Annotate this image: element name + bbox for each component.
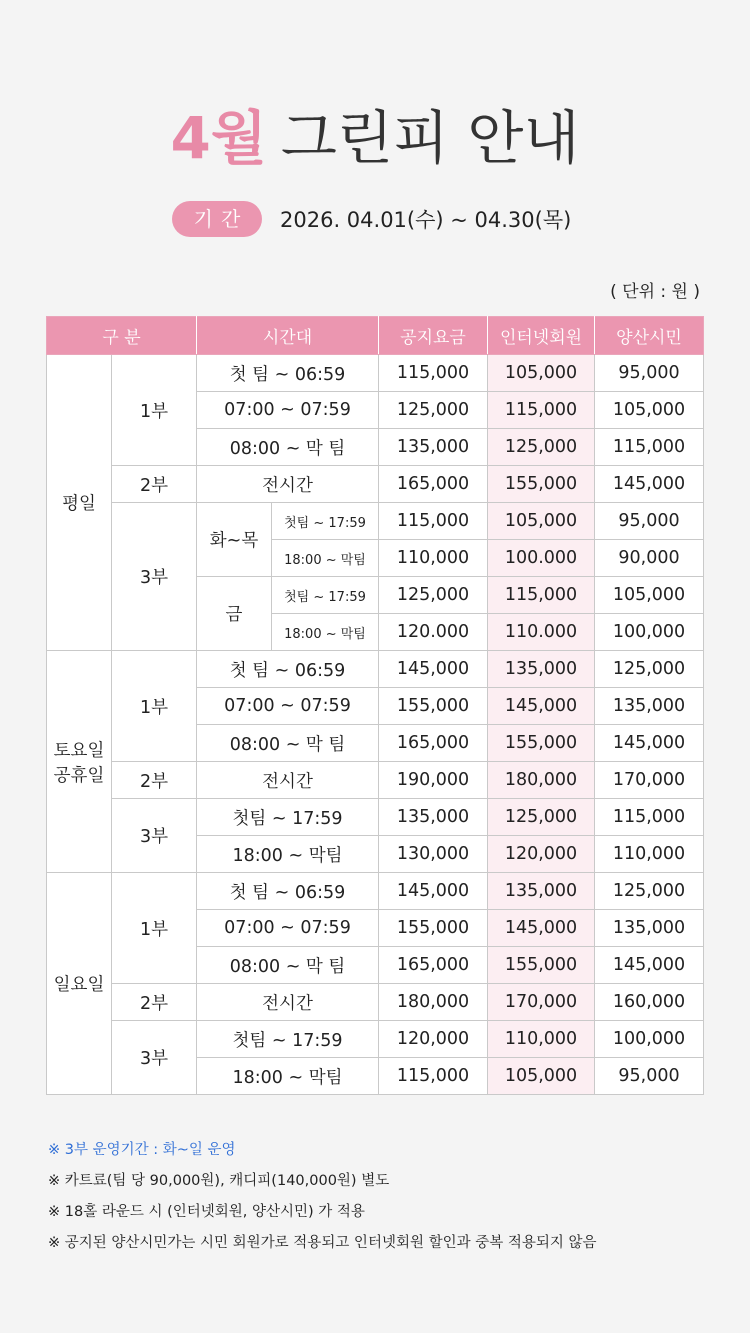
citizen-fee-cell: 145,000 <box>595 725 704 762</box>
title-month: 4월 <box>170 104 267 172</box>
time-cell: 첫 팀 ~ 06:59 <box>197 355 379 392</box>
time-cell: 08:00 ~ 막 팀 <box>197 725 379 762</box>
part2-label: 2부 <box>112 984 197 1021</box>
note-item: ※ 카트료(팀 당 90,000원), 캐디피(140,000원) 별도 <box>48 1173 390 1189</box>
internet-fee-cell: 105,000 <box>488 503 595 540</box>
notice-fee-cell: 155,000 <box>379 910 488 947</box>
notice-fee-cell: 110,000 <box>379 540 488 577</box>
header-time: 시간대 <box>197 317 379 355</box>
time-cell: 08:00 ~ 막 팀 <box>197 947 379 984</box>
header-yangsan-citizen: 양산시민 <box>595 317 704 355</box>
internet-fee-cell: 115,000 <box>488 392 595 429</box>
time-cell: 07:00 ~ 07:59 <box>197 392 379 429</box>
table-row <box>47 873 704 910</box>
internet-fee-cell: 115,000 <box>488 577 595 614</box>
citizen-fee-cell: 90,000 <box>595 540 704 577</box>
table-row <box>47 355 704 392</box>
citizen-fee-cell: 110,000 <box>595 836 704 873</box>
time-cell: 07:00 ~ 07:59 <box>197 910 379 947</box>
part3-label: 3부 <box>112 1021 197 1095</box>
notice-fee-cell: 190,000 <box>379 762 488 799</box>
internet-fee-cell: 145,000 <box>488 910 595 947</box>
notice-fee-cell: 145,000 <box>379 651 488 688</box>
citizen-fee-cell: 145,000 <box>595 466 704 503</box>
citizen-fee-cell: 125,000 <box>595 651 704 688</box>
table-header-row <box>47 317 704 355</box>
time-cell: 08:00 ~ 막 팀 <box>197 429 379 466</box>
day-range-label: 금 <box>197 577 272 651</box>
notice-fee-cell: 165,000 <box>379 947 488 984</box>
citizen-fee-cell: 105,000 <box>595 392 704 429</box>
citizen-fee-cell: 115,000 <box>595 799 704 836</box>
internet-fee-cell: 170,000 <box>488 984 595 1021</box>
internet-fee-cell: 105,000 <box>488 1058 595 1095</box>
internet-fee-cell: 125,000 <box>488 799 595 836</box>
weekday-label: 평일 <box>47 355 112 651</box>
citizen-fee-cell: 95,000 <box>595 1058 704 1095</box>
notes-list <box>48 1138 596 1262</box>
citizen-fee-cell: 95,000 <box>595 355 704 392</box>
time-cell: 첫팀 ~ 17:59 <box>272 503 379 540</box>
notice-fee-cell: 115,000 <box>379 355 488 392</box>
title-text: 그린피 안내 <box>280 104 580 172</box>
time-cell: 18:00 ~ 막팀 <box>272 540 379 577</box>
note-item: ※ 3부 운영기간 : 화~일 운영 <box>48 1142 236 1158</box>
table-row <box>47 503 704 540</box>
time-cell: 전시간 <box>197 984 379 1021</box>
sunday-label: 일요일 <box>47 873 112 1095</box>
page-title <box>0 100 750 176</box>
table-row <box>47 466 704 503</box>
table-row <box>47 762 704 799</box>
citizen-fee-cell: 100,000 <box>595 1021 704 1058</box>
notice-fee-cell: 120.000 <box>379 614 488 651</box>
period-row <box>172 200 571 238</box>
citizen-fee-cell: 170,000 <box>595 762 704 799</box>
time-cell: 첫 팀 ~ 06:59 <box>197 873 379 910</box>
time-cell: 전시간 <box>197 466 379 503</box>
header-internet-member: 인터넷회원 <box>488 317 595 355</box>
internet-fee-cell: 110,000 <box>488 1021 595 1058</box>
weekend-label-line2: 공휴일 <box>53 765 105 786</box>
time-cell: 첫팀 ~ 17:59 <box>197 799 379 836</box>
part1-label: 1부 <box>112 873 197 984</box>
notice-fee-cell: 165,000 <box>379 466 488 503</box>
table-row <box>47 984 704 1021</box>
internet-fee-cell: 155,000 <box>488 725 595 762</box>
day-range-label: 화~목 <box>197 503 272 577</box>
citizen-fee-cell: 135,000 <box>595 910 704 947</box>
weekend-label <box>47 651 112 873</box>
time-cell: 18:00 ~ 막팀 <box>272 614 379 651</box>
part1-label: 1부 <box>112 651 197 762</box>
internet-fee-cell: 135,000 <box>488 873 595 910</box>
citizen-fee-cell: 115,000 <box>595 429 704 466</box>
citizen-fee-cell: 100,000 <box>595 614 704 651</box>
time-cell: 첫팀 ~ 17:59 <box>272 577 379 614</box>
internet-fee-cell: 155,000 <box>488 947 595 984</box>
internet-fee-cell: 100.000 <box>488 540 595 577</box>
notice-fee-cell: 155,000 <box>379 688 488 725</box>
table-row <box>47 651 704 688</box>
table-row <box>47 1021 704 1058</box>
citizen-fee-cell: 145,000 <box>595 947 704 984</box>
internet-fee-cell: 105,000 <box>488 355 595 392</box>
internet-fee-cell: 120,000 <box>488 836 595 873</box>
internet-fee-cell: 125,000 <box>488 429 595 466</box>
internet-fee-cell: 180,000 <box>488 762 595 799</box>
weekend-label-line1: 토요일 <box>53 740 105 761</box>
notice-fee-cell: 135,000 <box>379 799 488 836</box>
part2-label: 2부 <box>112 466 197 503</box>
notice-fee-cell: 145,000 <box>379 873 488 910</box>
time-cell: 첫팀 ~ 17:59 <box>197 1021 379 1058</box>
unit-label: ( 단위 : 원 ) <box>610 282 700 302</box>
citizen-fee-cell: 95,000 <box>595 503 704 540</box>
header-category: 구 분 <box>47 317 197 355</box>
notice-fee-cell: 125,000 <box>379 577 488 614</box>
citizen-fee-cell: 160,000 <box>595 984 704 1021</box>
internet-fee-cell: 155,000 <box>488 466 595 503</box>
time-cell: 첫 팀 ~ 06:59 <box>197 651 379 688</box>
time-cell: 18:00 ~ 막팀 <box>197 1058 379 1095</box>
notice-fee-cell: 180,000 <box>379 984 488 1021</box>
internet-fee-cell: 135,000 <box>488 651 595 688</box>
period-badge: 기간 <box>172 201 262 237</box>
citizen-fee-cell: 105,000 <box>595 577 704 614</box>
notice-fee-cell: 130,000 <box>379 836 488 873</box>
time-cell: 07:00 ~ 07:59 <box>197 688 379 725</box>
part3-label: 3부 <box>112 503 197 651</box>
notice-fee-cell: 125,000 <box>379 392 488 429</box>
time-cell: 전시간 <box>197 762 379 799</box>
time-cell: 18:00 ~ 막팀 <box>197 836 379 873</box>
notice-fee-cell: 165,000 <box>379 725 488 762</box>
header-notice-fee: 공지요금 <box>379 317 488 355</box>
period-dates: 2026. 04.01(수) ~ 04.30(목) <box>280 208 572 232</box>
part2-label: 2부 <box>112 762 197 799</box>
green-fee-table <box>46 316 704 1095</box>
notice-fee-cell: 115,000 <box>379 503 488 540</box>
note-item: ※ 18홀 라운드 시 (인터넷회원, 양산시민) 가 적용 <box>48 1204 365 1220</box>
internet-fee-cell: 145,000 <box>488 688 595 725</box>
notice-fee-cell: 135,000 <box>379 429 488 466</box>
note-item: ※ 공지된 양산시민가는 시민 회원가로 적용되고 인터넷회원 할인과 중복 적용되지 않음 <box>48 1235 597 1251</box>
notice-fee-cell: 115,000 <box>379 1058 488 1095</box>
internet-fee-cell: 110.000 <box>488 614 595 651</box>
citizen-fee-cell: 135,000 <box>595 688 704 725</box>
part3-label: 3부 <box>112 799 197 873</box>
table-row <box>47 799 704 836</box>
part1-label: 1부 <box>112 355 197 466</box>
citizen-fee-cell: 125,000 <box>595 873 704 910</box>
notice-fee-cell: 120,000 <box>379 1021 488 1058</box>
